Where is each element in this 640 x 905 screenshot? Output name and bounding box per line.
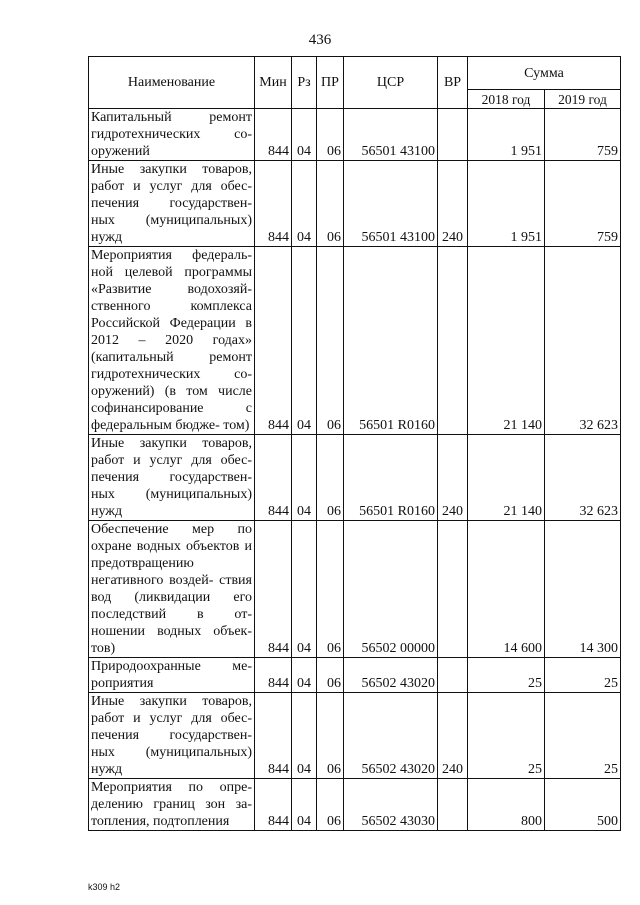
row-rz: 04 <box>292 779 317 831</box>
row-sum-2019: 500 <box>545 779 621 831</box>
row-vr <box>438 109 468 161</box>
row-rz: 04 <box>292 658 317 693</box>
row-min: 844 <box>255 521 292 658</box>
row-sum-2018: 25 <box>468 658 545 693</box>
row-pr: 06 <box>317 693 344 779</box>
row-pr: 06 <box>317 779 344 831</box>
row-sum-2018: 25 <box>468 693 545 779</box>
row-pr: 06 <box>317 247 344 435</box>
header-sum: Сумма <box>468 57 621 90</box>
row-csr: 56501 43100 <box>344 109 438 161</box>
row-name: Иные закупки товаров, работ и услуг для обес- печения государствен- ных (муниципальных) нужд <box>89 435 255 521</box>
row-sum-2019: 759 <box>545 161 621 247</box>
row-rz: 04 <box>292 109 317 161</box>
row-sum-2018: 800 <box>468 779 545 831</box>
row-rz: 04 <box>292 435 317 521</box>
row-sum-2019: 25 <box>545 693 621 779</box>
header-name: Наименование <box>89 57 255 109</box>
row-csr: 56502 00000 <box>344 521 438 658</box>
table-row <box>89 161 621 247</box>
row-sum-2018: 14 600 <box>468 521 545 658</box>
table-row <box>89 247 621 435</box>
row-csr: 56501 R0160 <box>344 435 438 521</box>
row-vr: 240 <box>438 693 468 779</box>
row-csr: 56501 43100 <box>344 161 438 247</box>
header-pr: ПР <box>317 57 344 109</box>
row-name: Иные закупки товаров, работ и услуг для обес- печения государствен- ных (муниципальных) нужд <box>89 693 255 779</box>
row-sum-2018: 21 140 <box>468 435 545 521</box>
row-vr <box>438 658 468 693</box>
row-rz: 04 <box>292 161 317 247</box>
row-sum-2019: 759 <box>545 109 621 161</box>
row-sum-2019: 14 300 <box>545 521 621 658</box>
row-pr: 06 <box>317 161 344 247</box>
row-name: Природоохранные ме- роприятия <box>89 658 255 693</box>
table-row <box>89 779 621 831</box>
table-row <box>89 693 621 779</box>
row-min: 844 <box>255 779 292 831</box>
table-row <box>89 521 621 658</box>
row-min: 844 <box>255 109 292 161</box>
row-vr <box>438 521 468 658</box>
row-sum-2018: 21 140 <box>468 247 545 435</box>
header-csr: ЦСР <box>344 57 438 109</box>
row-name: Капитальный ремонт гидротехнических со- оружений <box>89 109 255 161</box>
row-vr: 240 <box>438 435 468 521</box>
row-min: 844 <box>255 693 292 779</box>
table-row <box>89 109 621 161</box>
budget-table <box>88 56 621 831</box>
row-name: Мероприятия федераль- ной целевой программы «Развитие водохозяй- ственного комплекса Российской Федерации в 2012 – 2020 годах» (капитальный ремонт гидротехнических со- оружений) (в том числе софинансирование с федеральным бюдже- том) <box>89 247 255 435</box>
row-csr: 56501 R0160 <box>344 247 438 435</box>
row-sum-2019: 32 623 <box>545 435 621 521</box>
row-rz: 04 <box>292 247 317 435</box>
row-sum-2018: 1 951 <box>468 161 545 247</box>
row-name: Мероприятия по опре- делению границ зон за- топления, подтопления <box>89 779 255 831</box>
row-sum-2018: 1 951 <box>468 109 545 161</box>
row-pr: 06 <box>317 521 344 658</box>
row-csr: 56502 43030 <box>344 779 438 831</box>
row-sum-2019: 25 <box>545 658 621 693</box>
row-csr: 56502 43020 <box>344 693 438 779</box>
page-number: 436 <box>308 32 332 48</box>
header-min: Мин <box>255 57 292 109</box>
row-csr: 56502 43020 <box>344 658 438 693</box>
row-min: 844 <box>255 161 292 247</box>
table-row <box>89 435 621 521</box>
row-vr <box>438 779 468 831</box>
row-pr: 06 <box>317 658 344 693</box>
row-min: 844 <box>255 247 292 435</box>
footer-code: k309 h2 <box>88 882 121 892</box>
row-rz: 04 <box>292 521 317 658</box>
table-row <box>89 658 621 693</box>
row-pr: 06 <box>317 109 344 161</box>
row-rz: 04 <box>292 693 317 779</box>
row-min: 844 <box>255 435 292 521</box>
header-rz: Рз <box>292 57 317 109</box>
row-name: Обеспечение мер по охране водных объектов и предотвращению негативного воздей- ствия вод (ликвидации его последствий в от- ношении водных объек- тов) <box>89 521 255 658</box>
header-vr: ВР <box>438 57 468 109</box>
row-name: Иные закупки товаров, работ и услуг для обес- печения государствен- ных (муниципальных) нужд <box>89 161 255 247</box>
header-year-2018: 2018 год <box>468 90 545 109</box>
row-sum-2019: 32 623 <box>545 247 621 435</box>
header-year-2019: 2019 год <box>545 90 621 109</box>
row-vr: 240 <box>438 161 468 247</box>
row-pr: 06 <box>317 435 344 521</box>
row-min: 844 <box>255 658 292 693</box>
row-vr <box>438 247 468 435</box>
